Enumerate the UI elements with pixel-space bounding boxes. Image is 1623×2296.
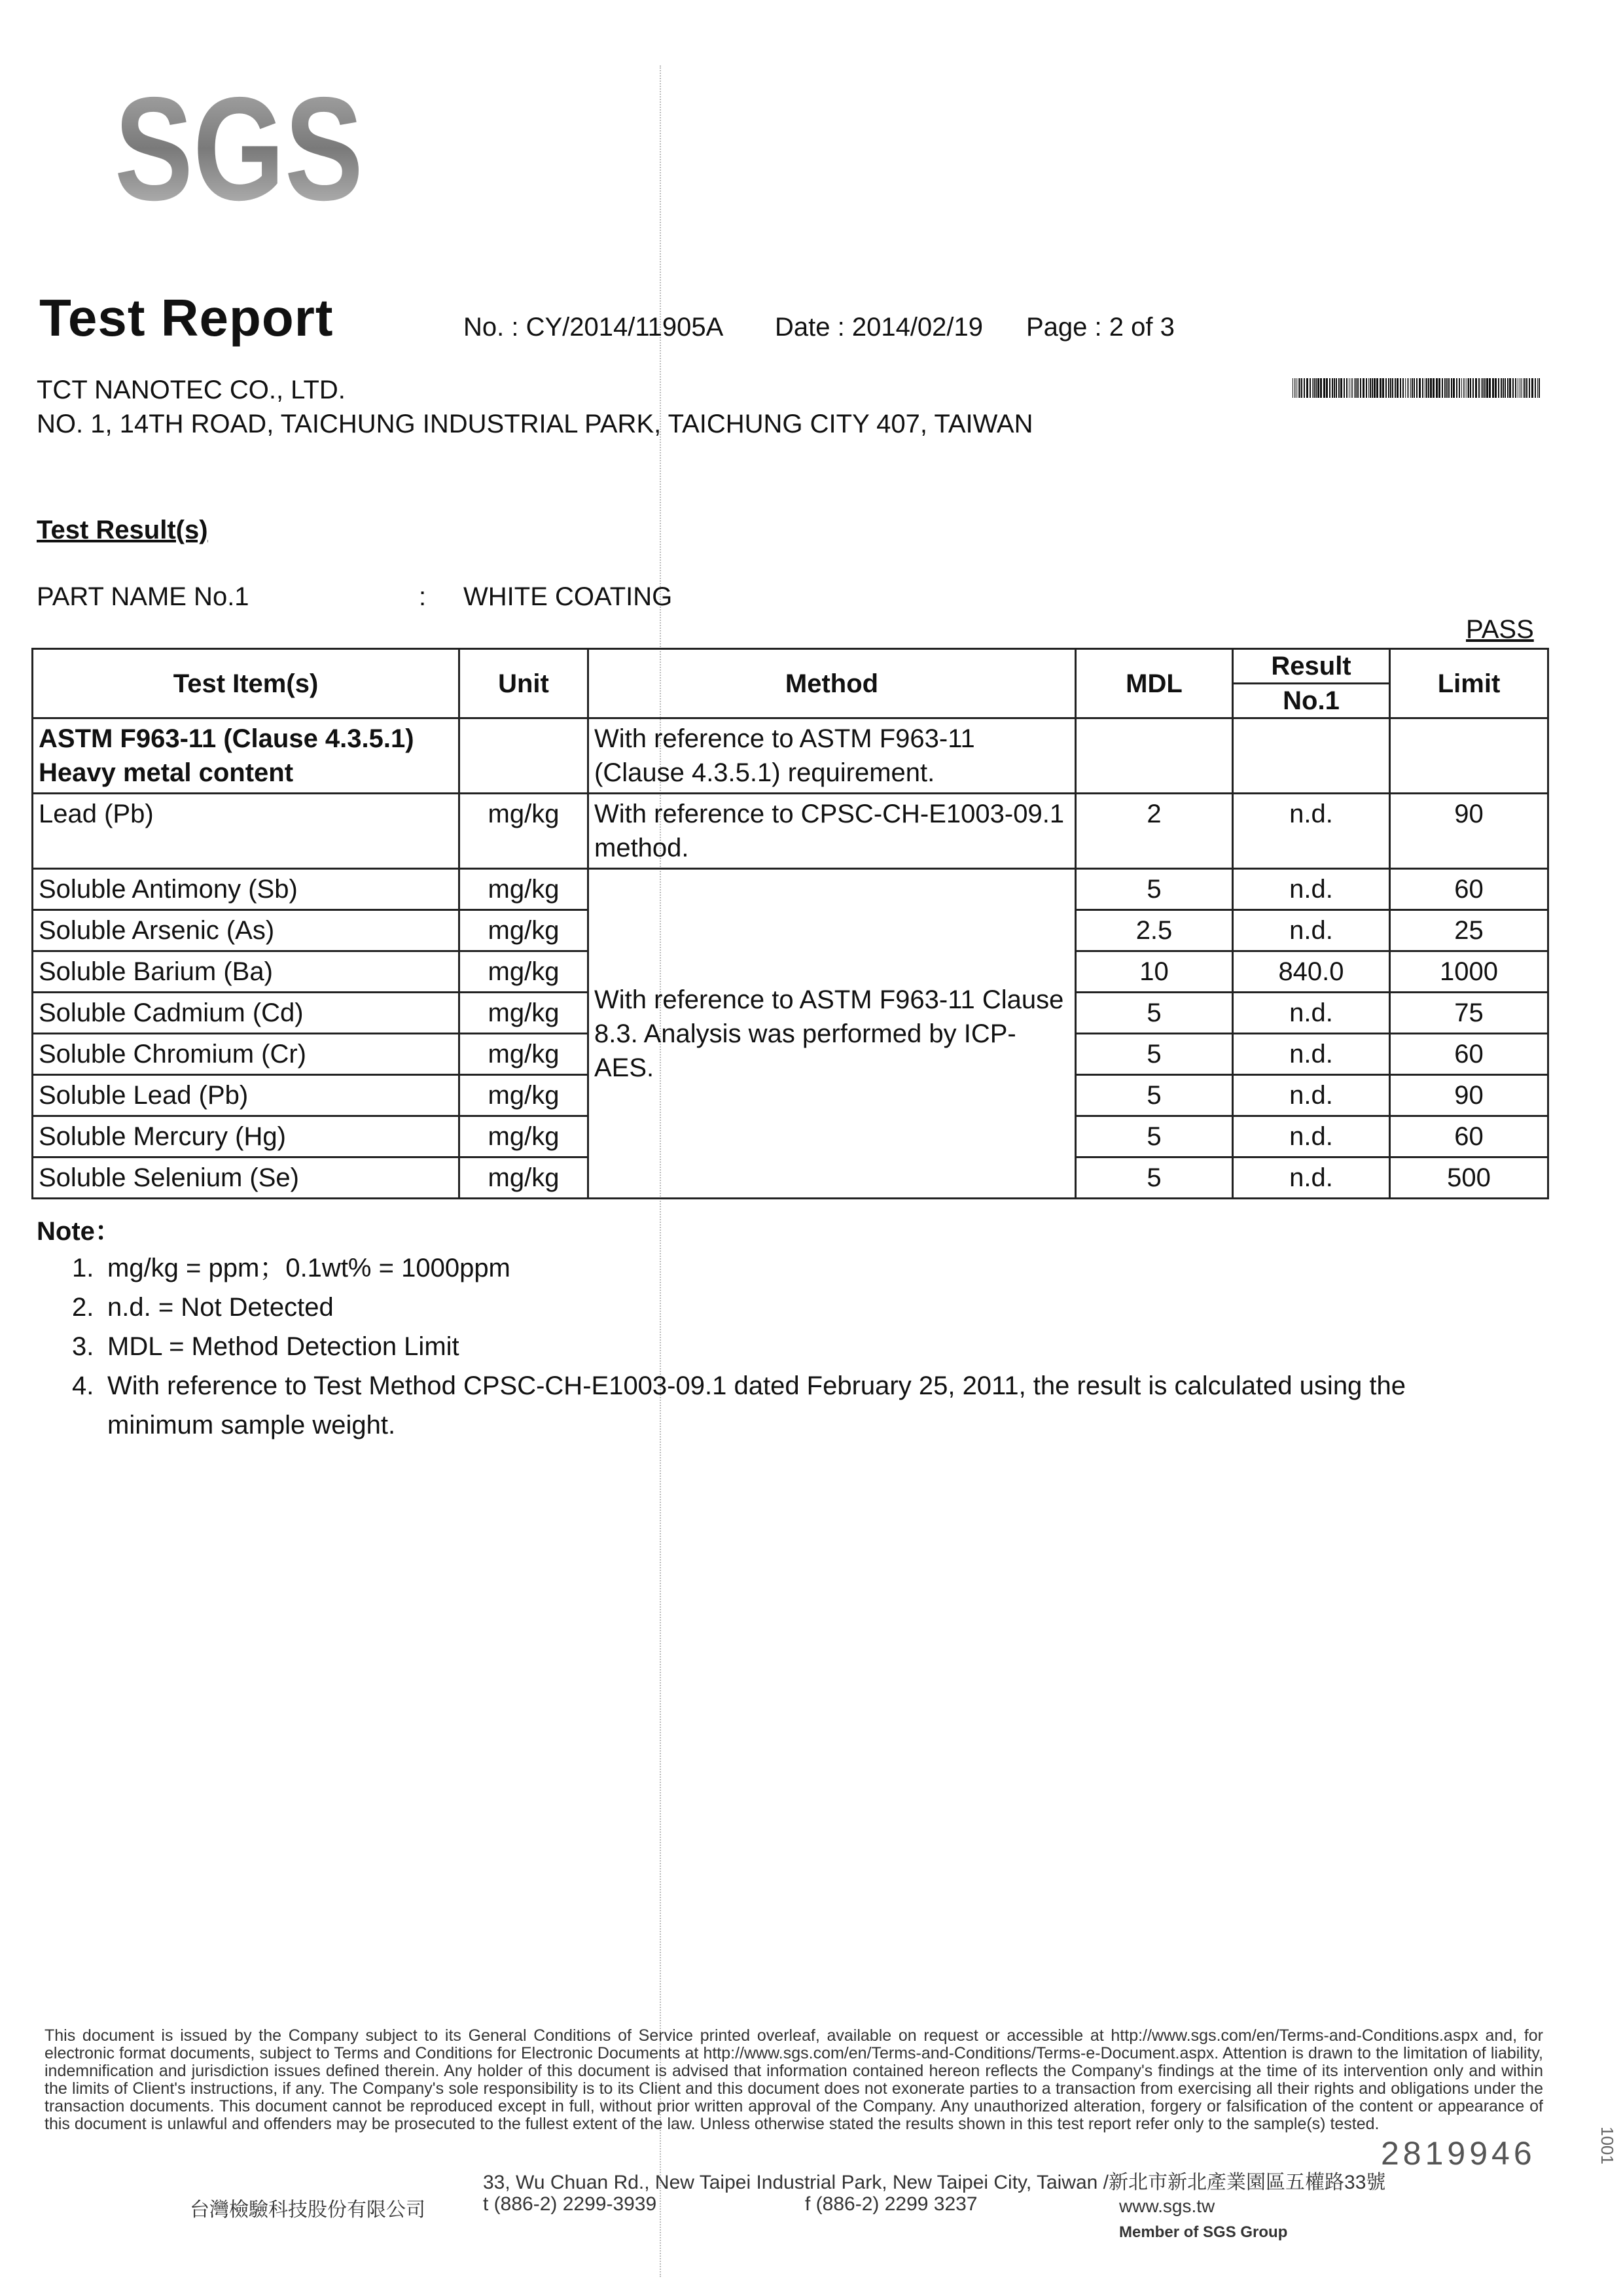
barcode-bar: [1495, 378, 1497, 398]
barcode-bar: [1380, 378, 1382, 398]
note-text: mg/kg = ppm；0.1wt% = 1000ppm: [107, 1254, 510, 1282]
barcode-bar: [1416, 378, 1418, 398]
company-name-zh: 台灣檢驗科技股份有限公司: [190, 2199, 425, 2221]
footer-website: www.sgs.tw: [1119, 2196, 1215, 2216]
barcode-bar: [1374, 378, 1376, 398]
barcode-bar: [1470, 378, 1471, 398]
soluble-limit: 1000: [1390, 951, 1548, 993]
soluble-result: n.d.: [1233, 993, 1390, 1034]
barcode-bar: [1357, 378, 1359, 398]
barcode-bar: [1320, 378, 1322, 398]
barcode-bar: [1481, 378, 1482, 398]
note-number: 2.: [72, 1293, 94, 1322]
footer-disclaimer: This document is issued by the Company subject to its General Conditions of Service printed overleaf, available on request or accessible at http://www.sgs.com/en/Terms-and-Conditions.aspx and, for electronic format documents, subject to Terms and Conditions for Electronic Documents at http://www.sgs.com/en/Terms-and-Conditions/Terms-e-Document.aspx. Attention is drawn to the limitation of liability, indemnification and jurisdiction issues defined therein. Any holder of this document is advised that information contained hereon reflects the Company's findings at the time of its intervention only and within the limits of Client's instructions, if any. The Company's sole responsibility is to its Client and this document does not exonerate parties to a transaction from exercising all their rights and obligations under the transaction documents. This document cannot be reproduced except in full, without prior written approval of the Company. Any unauthorized alteration, forgery or falsification of the content or appearance of this document is unlawful and offenders may be prosecuted to the fullest extent of the law. Unless otherwise stated the results shown in this test report refer only to the sample(s) tested.: [45, 2026, 1543, 2133]
soluble-result: n.d.: [1233, 1157, 1390, 1199]
footer-address: 33, Wu Chuan Rd., New Taipei Industrial Park, New Taipei City, Taiwan /新北市新北產業園區五權路33號: [483, 2172, 1386, 2193]
soluble-limit: 25: [1390, 910, 1548, 951]
section-title: Test Result(s): [37, 516, 208, 544]
soluble-item: Soluble Antimony (Sb): [33, 869, 459, 910]
soluble-mdl: 5: [1076, 1075, 1233, 1116]
barcode-bar: [1408, 378, 1409, 398]
soluble-limit: 60: [1390, 1034, 1548, 1075]
soluble-result: n.d.: [1233, 1034, 1390, 1075]
report-date: Date : 2014/02/19: [775, 313, 984, 342]
barcode-bar: [1306, 378, 1308, 398]
soluble-unit: mg/kg: [459, 1034, 588, 1075]
barcode-bar: [1515, 378, 1516, 398]
barcode-bar: [1366, 378, 1367, 398]
barcode-bar: [1344, 378, 1345, 398]
soluble-result: 840.0: [1233, 951, 1390, 993]
group-method: With reference to ASTM F963-11 (Clause 4.3.5.1) requirement.: [588, 718, 1076, 794]
soluble-limit: 90: [1390, 1075, 1548, 1116]
lead-unit: mg/kg: [459, 794, 588, 869]
barcode-bar: [1299, 378, 1300, 398]
barcode-bar: [1523, 378, 1524, 398]
soluble-mdl: 5: [1076, 993, 1233, 1034]
table-row: [33, 794, 1548, 869]
barcode-bar: [1535, 378, 1536, 398]
company-block: [37, 373, 1033, 441]
barcode-bar: [1419, 378, 1421, 398]
barcode-bar: [1448, 378, 1450, 398]
footer-tel: t (886-2) 2299-3939: [483, 2193, 657, 2215]
soluble-mdl: 10: [1076, 951, 1233, 993]
part-value: WHITE COATING: [463, 582, 673, 611]
soluble-item: Soluble Chromium (Cr): [33, 1034, 459, 1075]
barcode-bar: [1410, 378, 1411, 398]
soluble-unit: mg/kg: [459, 910, 588, 951]
barcode-bar: [1340, 378, 1342, 398]
barcode-bar: [1304, 378, 1305, 398]
note-text: With reference to Test Method CPSC-CH-E1003-09.1 dated February 25, 2011, the result is calculated using the minimum sample weight.: [107, 1371, 1406, 1439]
barcode-bar: [1388, 378, 1389, 398]
pass-verdict: PASS: [1466, 615, 1534, 644]
note-text: n.d. = Not Detected: [107, 1293, 334, 1322]
barcode-bar: [1521, 378, 1522, 398]
barcode-bar: [1405, 378, 1406, 398]
barcode-bar: [1539, 378, 1540, 398]
barcode-bar: [1459, 378, 1460, 398]
barcode-bar: [1326, 378, 1328, 398]
soluble-limit: 500: [1390, 1157, 1548, 1199]
barcode-bar: [1370, 378, 1371, 398]
header-limit: Limit: [1390, 649, 1548, 718]
page-number: Page : 2 of 3: [1026, 313, 1175, 342]
barcode-bar: [1338, 378, 1340, 398]
soluble-item: Soluble Mercury (Hg): [33, 1116, 459, 1157]
barcode-bar: [1456, 378, 1457, 398]
soluble-result: n.d.: [1233, 1075, 1390, 1116]
barcode-bar: [1385, 378, 1387, 398]
soluble-unit: mg/kg: [459, 993, 588, 1034]
barcode-bar: [1317, 378, 1319, 398]
header-mdl: MDL: [1076, 649, 1233, 718]
barcode-bar: [1313, 378, 1315, 398]
company-name: TCT NANOTEC CO., LTD.: [37, 376, 346, 404]
lead-mdl: 2: [1076, 794, 1233, 869]
header-test-item: Test Item(s): [33, 649, 459, 718]
part-separator: :: [419, 582, 427, 611]
svg-text:SGS: SGS: [115, 66, 363, 231]
barcode-bar: [1376, 378, 1378, 398]
part-label: PART NAME No.1: [37, 582, 249, 611]
header-result: Result: [1233, 649, 1390, 684]
barcode-bar: [1492, 378, 1494, 398]
soluble-item: Soluble Barium (Ba): [33, 951, 459, 993]
footer-member: Member of SGS Group: [1119, 2223, 1288, 2241]
barcode-bar: [1390, 378, 1391, 398]
barcode-bar: [1524, 378, 1525, 398]
barcode-bar: [1428, 378, 1429, 398]
side-code: 1001: [1597, 2127, 1617, 2164]
barcode-bar: [1346, 378, 1347, 398]
barcode-bar: [1463, 378, 1464, 398]
barcode-bar: [1412, 378, 1413, 398]
barcode-bar: [1438, 378, 1440, 398]
barcode-bar: [1355, 378, 1357, 398]
note-item: [72, 1327, 1479, 1366]
barcode-bar: [1368, 378, 1369, 398]
notes-list: [72, 1248, 1479, 1445]
barcode-bar: [1484, 378, 1486, 398]
barcode-bar: [1414, 378, 1415, 398]
barcode-bar: [1475, 378, 1477, 398]
barcode-bar: [1531, 378, 1533, 398]
barcode-bar: [1312, 378, 1313, 398]
note-number: 3.: [72, 1332, 94, 1361]
lead-item: Lead (Pb): [33, 794, 459, 869]
barcode-bar: [1360, 378, 1361, 398]
header-method: Method: [588, 649, 1076, 718]
sgs-logo: [111, 66, 366, 231]
barcode-bar: [1402, 378, 1404, 398]
soluble-item: Soluble Selenium (Se): [33, 1157, 459, 1199]
barcode-bar: [1446, 378, 1448, 398]
barcode-bar: [1498, 378, 1499, 398]
barcode-bar: [1422, 378, 1423, 398]
table-row: [33, 718, 1548, 794]
barcode-bar: [1310, 378, 1311, 398]
barcode-bar: [1433, 378, 1435, 398]
barcode-bar: [1444, 378, 1446, 398]
barcode-bar: [1392, 378, 1393, 398]
barcode-bar: [1472, 378, 1474, 398]
barcode-bar: [1501, 378, 1502, 398]
barcode-bar: [1407, 378, 1408, 398]
barcode-bar: [1329, 378, 1330, 398]
company-address: NO. 1, 14TH ROAD, TAICHUNG INDUSTRIAL PARK, TAICHUNG CITY 407, TAIWAN: [37, 410, 1033, 438]
barcode-bar: [1363, 378, 1364, 398]
barcode-bar: [1526, 378, 1527, 398]
note-item: [72, 1248, 1479, 1288]
note-text: MDL = Method Detection Limit: [107, 1332, 459, 1361]
barcode-bar: [1332, 378, 1333, 398]
barcode-bar: [1537, 378, 1538, 398]
barcode-bar: [1442, 378, 1443, 398]
lead-limit: 90: [1390, 794, 1548, 869]
soluble-mdl: 5: [1076, 869, 1233, 910]
soluble-limit: 60: [1390, 869, 1548, 910]
group-title-1: ASTM F963-11 (Clause 4.3.5.1): [39, 724, 414, 753]
barcode-bar: [1315, 378, 1317, 398]
soluble-limit: 60: [1390, 1116, 1548, 1157]
barcode-bar: [1503, 378, 1504, 398]
soluble-item: Soluble Lead (Pb): [33, 1075, 459, 1116]
footer-fax: f (886-2) 2299 3237: [805, 2193, 978, 2215]
soluble-item: Soluble Cadmium (Cd): [33, 993, 459, 1034]
barcode: [1293, 378, 1541, 398]
soluble-result: n.d.: [1233, 910, 1390, 951]
barcode-bar: [1451, 378, 1452, 398]
barcode-bar: [1505, 378, 1506, 398]
barcode-bar: [1461, 378, 1462, 398]
barcode-bar: [1430, 378, 1432, 398]
soluble-unit: mg/kg: [459, 1157, 588, 1199]
lead-method: With reference to CPSC-CH-E1003-09.1 method.: [588, 794, 1076, 869]
barcode-bar: [1482, 378, 1484, 398]
soluble-method: With reference to ASTM F963-11 Clause 8.3. Analysis was performed by ICP-AES.: [588, 869, 1076, 1199]
barcode-bar: [1400, 378, 1401, 398]
barcode-bar: [1453, 378, 1455, 398]
barcode-bar: [1397, 378, 1399, 398]
header-result-no1: No.1: [1233, 684, 1390, 718]
soluble-mdl: 5: [1076, 1157, 1233, 1199]
barcode-bar: [1468, 378, 1469, 398]
barcode-bar: [1486, 378, 1488, 398]
barcode-bar: [1436, 378, 1438, 398]
barcode-bar: [1354, 378, 1355, 398]
barcode-bar: [1294, 378, 1295, 398]
soluble-unit: mg/kg: [459, 1075, 588, 1116]
page-title: Test Report: [39, 289, 334, 347]
soluble-mdl: 5: [1076, 1116, 1233, 1157]
barcode-bar: [1529, 378, 1530, 398]
barcode-bar: [1334, 378, 1335, 398]
soluble-mdl: 2.5: [1076, 910, 1233, 951]
serial-number: 2819946: [1381, 2135, 1536, 2172]
barcode-bar: [1336, 378, 1337, 398]
note-item: [72, 1288, 1479, 1327]
barcode-bar: [1507, 378, 1508, 398]
lead-result: n.d.: [1233, 794, 1390, 869]
soluble-mdl: 5: [1076, 1034, 1233, 1075]
soluble-unit: mg/kg: [459, 1116, 588, 1157]
barcode-bar: [1395, 378, 1396, 398]
group-title-cell: [33, 718, 459, 794]
table-row: [33, 869, 1548, 910]
barcode-bar: [1323, 378, 1325, 398]
note-number: 4.: [72, 1371, 94, 1400]
barcode-bar: [1512, 378, 1514, 398]
barcode-bar: [1489, 378, 1491, 398]
group-title-2: Heavy metal content: [39, 758, 294, 787]
soluble-result: n.d.: [1233, 869, 1390, 910]
barcode-bar: [1372, 378, 1373, 398]
soluble-unit: mg/kg: [459, 951, 588, 993]
barcode-bar: [1426, 378, 1427, 398]
barcode-bar: [1382, 378, 1384, 398]
soluble-item: Soluble Arsenic (As): [33, 910, 459, 951]
report-number: No. : CY/2014/11905A: [463, 313, 724, 342]
soluble-unit: mg/kg: [459, 869, 588, 910]
soluble-result: n.d.: [1233, 1116, 1390, 1157]
barcode-bar: [1509, 378, 1511, 398]
note-title: Note：: [37, 1217, 121, 1246]
soluble-limit: 75: [1390, 993, 1548, 1034]
note-number: 1.: [72, 1254, 94, 1282]
results-table: [31, 648, 1549, 1199]
barcode-bar: [1478, 378, 1480, 398]
table-header-row: [33, 649, 1548, 684]
barcode-bar: [1301, 378, 1302, 398]
note-item: [72, 1366, 1479, 1445]
barcode-bar: [1352, 378, 1353, 398]
header-unit: Unit: [459, 649, 588, 718]
